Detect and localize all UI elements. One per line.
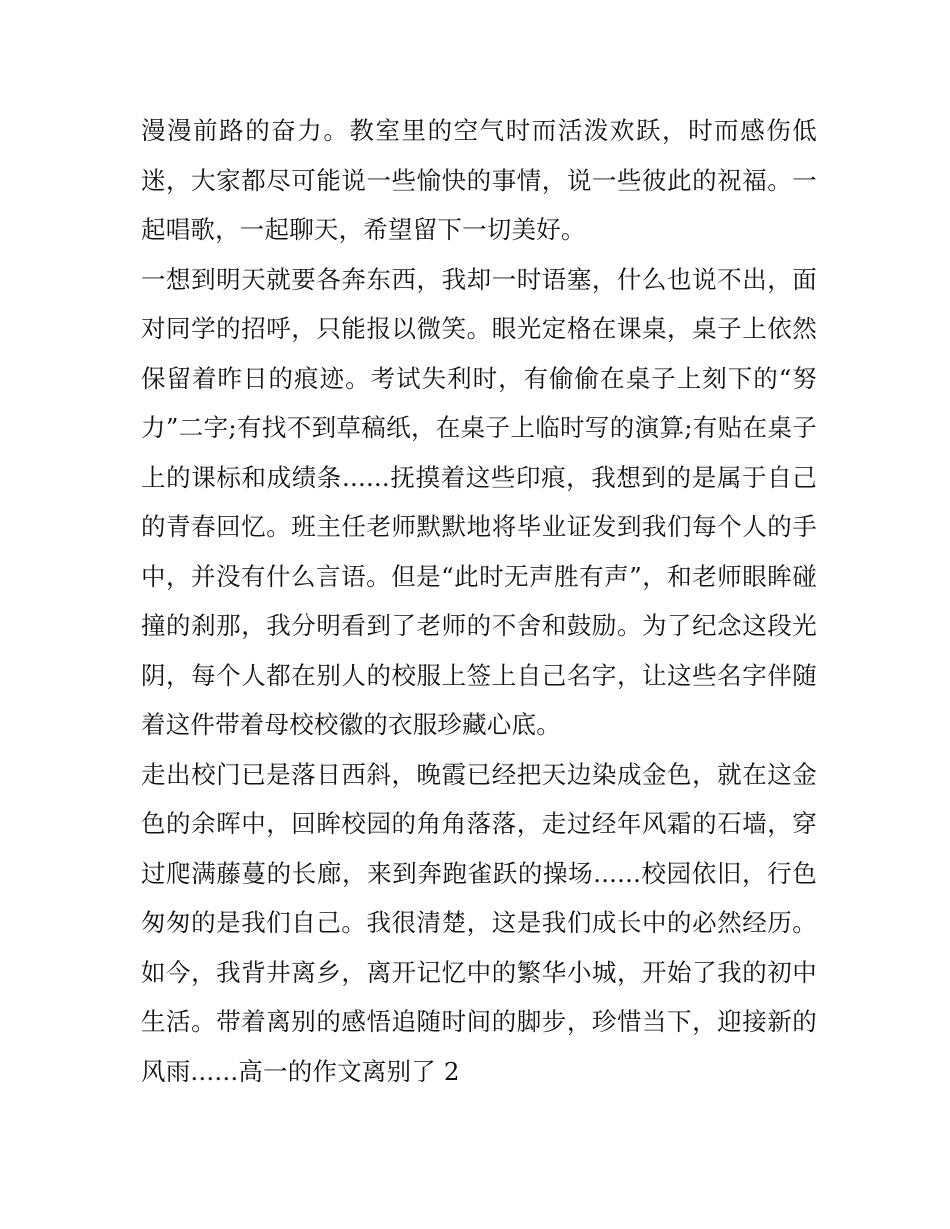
text-line: 走出校门已是落日西斜，晚霞已经把天边染成金色，就在这金 — [141, 759, 817, 789]
text-line: 着这件带着母校校徽的衣服珍藏心底。 — [141, 710, 561, 739]
text-line: 起唱歌，一起聊天，希望留下一切美好。 — [141, 215, 586, 244]
text-line: 迷，大家都尽可能说一些愉快的事情，说一些彼此的祝福。一 — [141, 165, 817, 195]
article-body — [141, 106, 817, 1096]
text-line: 的青春回忆。班主任老师默默地将毕业证发到我们每个人的手 — [141, 512, 817, 541]
text-line: 上的课标和成绩条......抚摸着这些印痕，我想到的是属于自己 — [141, 462, 817, 492]
text-line: 匆匆的是我们自己。我很清楚，这是我们成长中的必然经历。 — [141, 908, 817, 937]
text-line: 阴，每个人都在别人的校服上签上自己名字，让这些名字伴随 — [141, 660, 817, 690]
text-line: 漫漫前路的奋力。教室里的空气时而活泼欢跃，时而感伤低 — [141, 116, 817, 145]
text-line: 生活。带着离别的感悟追随时间的脚步，珍惜当下，迎接新的 — [141, 1007, 817, 1036]
text-line: 力”二字;有找不到草稿纸，在桌子上临时写的演算;有贴在桌子 — [141, 413, 817, 442]
text-line: 过爬满藤蔓的长廊，来到奔跑雀跃的操场......校园依旧，行色 — [141, 858, 817, 888]
paragraph-2 — [141, 255, 817, 750]
text-line: 撞的刹那，我分明看到了老师的不舍和鼓励。为了纪念这段光 — [141, 611, 817, 640]
paragraph-3 — [141, 750, 817, 1097]
text-line: 色的余晖中，回眸校园的角角落落，走过经年风霜的石墙，穿 — [141, 809, 817, 838]
text-line: 一想到明天就要各奔东西，我却一时语塞，什么也说不出，面 — [141, 264, 817, 294]
paragraph-1 — [141, 106, 817, 255]
text-line: 保留着昨日的痕迹。考试失利时，有偷偷在桌子上刻下的“努 — [141, 363, 817, 393]
text-line: 风雨......高一的作文离别了 2 — [141, 1056, 460, 1086]
text-line: 如今，我背井离乡，离开记忆中的繁华小城，开始了我的初中 — [141, 957, 817, 987]
text-line: 对同学的招呼，只能报以微笑。眼光定格在课桌，桌子上依然 — [141, 314, 817, 343]
text-line: 中，并没有什么言语。但是“此时无声胜有声”，和老师眼眸碰 — [141, 561, 817, 591]
